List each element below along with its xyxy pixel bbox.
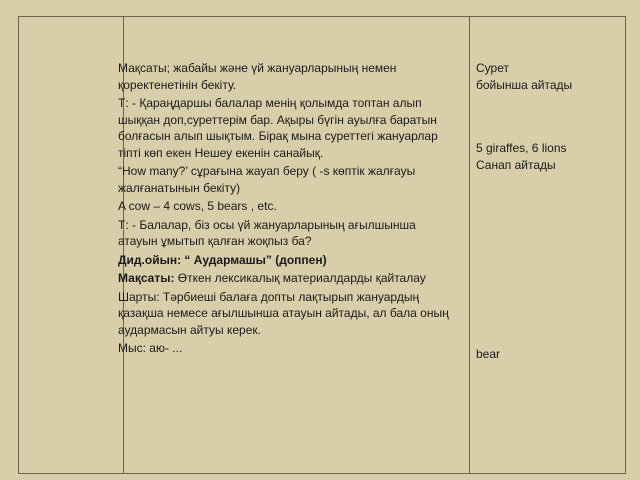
activity-column [118, 60, 458, 359]
how-many-task: “How many?’ сұрағына жауап беру ( -s көптік жалғауы жалғанатынын бекіту) [118, 164, 416, 195]
teacher-question: Т: - Балалар, біз осы үй жануарларының ағылшынша атауын ұмытып қалған жоқпыз ба? [118, 217, 416, 248]
game-example: Мыс: аю- ... [118, 341, 183, 355]
game-title: Дид.ойын: “ Аудармашы” (доппен) [118, 252, 327, 267]
game-rules: Шарты: Тәрбиеші балаға допты лақтырып жануардың қазақша немесе ағылшынша атауын айтады, ал бала оның аудармасын айтуы керек. [118, 289, 449, 337]
response-bear: bear [476, 347, 501, 361]
game-aim-text: Өткен лексикалық материалдарды қайталау [174, 271, 426, 285]
response-tells: бойынша айтады [476, 77, 573, 92]
response-counts: Санап айтады [476, 157, 556, 172]
teacher-intro: Т: - Қараңдаршы балалар менің қолымда топтан алып шыққан доп,суреттерім бар. Ақыры бүгін ауылға баратын болғасын алып шықтым. Бірақ мына суреттегі жануарлар тіпті көп екен Нешеу екенін санайық. [118, 96, 438, 160]
column-divider-2 [469, 17, 470, 473]
response-picture: Сурет [476, 61, 509, 75]
aim-text: Мақсаты; жабайы және үй жануарларының немен қоректенетінін бекіту. [118, 61, 397, 92]
response-column [476, 60, 616, 363]
response-count-example: 5 giraffes, 6 lions [476, 141, 567, 155]
plural-example: A cow – 4 cows, 5 bears , etc. [118, 199, 277, 213]
game-aim-label: Мақсаты: [118, 271, 175, 285]
